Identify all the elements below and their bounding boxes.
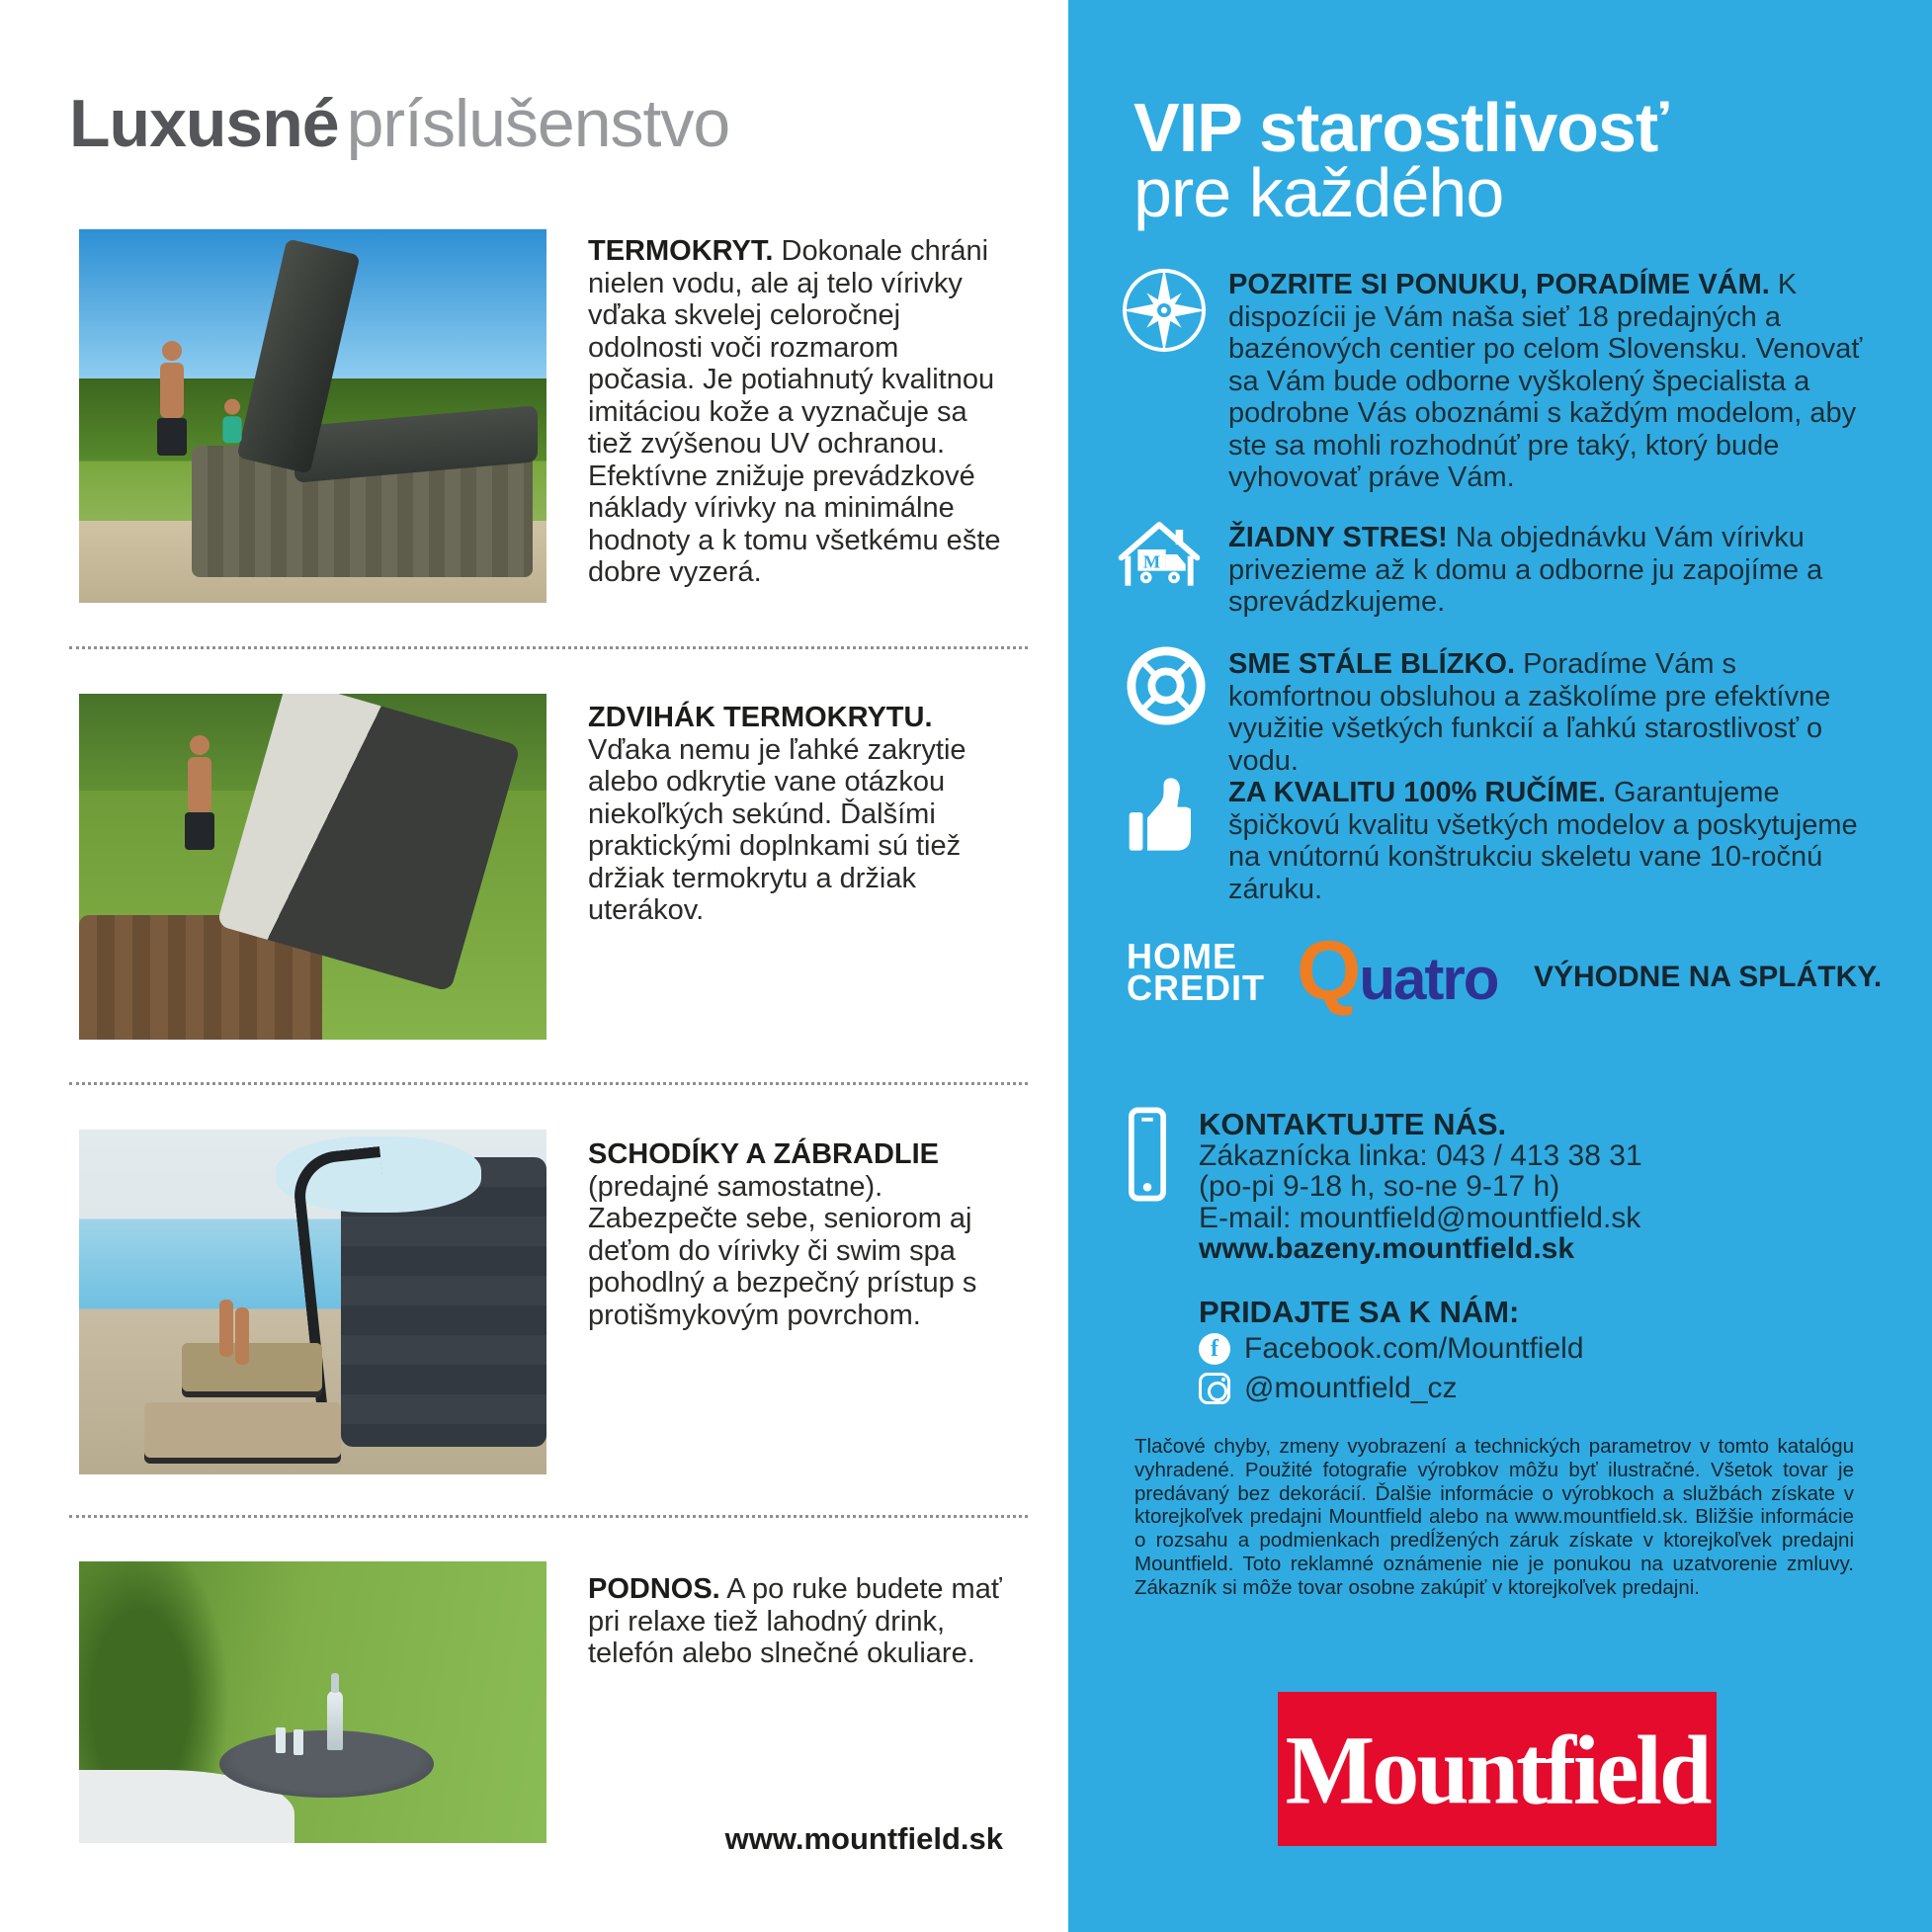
photo-termokryt: [79, 229, 546, 603]
product-heading: ZDVIHÁK TERMOKRYTU.: [588, 702, 933, 733]
legs-silhouette: [219, 1300, 233, 1357]
dotted-separator: [69, 1515, 1028, 1518]
contact-heading: KONTAKTUJTE NÁS.: [1199, 1107, 1507, 1141]
contact-email-line[interactable]: E-mail: mountfield@mountfield.sk: [1199, 1201, 1641, 1234]
instagram-handle[interactable]: @mountfield_cz: [1244, 1372, 1458, 1404]
product-heading: PODNOS.: [588, 1573, 720, 1605]
social-heading: PRIDAJTE SA K NÁM:: [1199, 1295, 1520, 1329]
man-silhouette: [182, 735, 217, 850]
page-title-light: príslušenstvo: [346, 86, 730, 161]
quatro-letters: uatro: [1359, 946, 1498, 1012]
benefit-heading: SME STÁLE BLÍZKO.: [1228, 648, 1515, 680]
vip-title-line2: pre každého: [1134, 154, 1504, 231]
financing-label: VÝHODNE NA SPLÁTKY.: [1534, 961, 1883, 993]
product-body: Dokonale chráni nielen vodu, ale aj telo vírivky vďaka skvelej celoročnej odolnosti voči rozmarom počasia. Je potiahnutý kvalitnou imitáciou kože a vyznačuje sa tiež zvýšenou UV ochranou. Efektívne znižuje prevádzkové náklady vírivky na minimálne hodnoty a k tomu všetkému ešte dobre vyzerá.: [588, 235, 1001, 588]
woman-silhouette: [218, 399, 247, 444]
vip-panel: [1068, 0, 1932, 1932]
step-shape: [182, 1343, 322, 1391]
product-body: (predajné samostatne). Zabezpečte sebe, seniorom aj deťom do vírivky či swim spa pohodlný a bezpečný prístup s protišmykovým povrchom.: [588, 1170, 977, 1331]
quatro-logo: [1297, 923, 1497, 1019]
product-text-zdvihak: [588, 702, 1003, 927]
facebook-row[interactable]: [1199, 1332, 1584, 1366]
benefit-body: Na objednávku Vám vírivku privezieme až k domu a odborne ju zapojíme a sprevádzkujeme.: [1228, 522, 1823, 618]
step-shape: [144, 1402, 341, 1458]
lifebuoy-icon: [1126, 644, 1207, 727]
benefit-text: [1228, 648, 1883, 777]
svg-text:M: M: [1142, 551, 1161, 572]
benefit-text: [1228, 777, 1883, 905]
mountfield-logo: [1278, 1692, 1717, 1846]
contact-phone-line: Zákaznícka linka: 043 / 413 38 31: [1199, 1138, 1642, 1172]
product-body: Vďaka nemu je ľahké zakrytie alebo odkrytie vane otázkou niekoľkých sekúnd. Ďalšími praktickými doplnkami sú tiež držiak termokrytu a držiak uterákov.: [588, 733, 966, 926]
benefit-heading: POZRITE SI PONUKU, PORADÍME VÁM.: [1228, 269, 1770, 300]
product-heading: TERMOKRYT.: [588, 235, 774, 267]
quatro-q: Q: [1297, 924, 1360, 1017]
instagram-row[interactable]: [1199, 1372, 1458, 1405]
thumbs-up-icon: [1126, 773, 1191, 856]
man-silhouette: [154, 341, 190, 456]
compass-icon: [1120, 265, 1209, 356]
photo-zdvihak: [79, 694, 546, 1040]
facebook-icon: f: [1199, 1333, 1230, 1365]
benefit-heading: ŽIADNY STRES!: [1228, 522, 1448, 553]
home-delivery-truck-icon: [1114, 520, 1205, 589]
vip-title-line1: VIP starostlivosť: [1134, 89, 1668, 166]
benefit-text: [1228, 269, 1883, 494]
contact-block: [1199, 1109, 1890, 1265]
photo-schodiky: [79, 1130, 546, 1474]
product-body: A po ruke budete mať pri relaxe tiež lahodný drink, telefón alebo slnečné okuliare.: [588, 1573, 1002, 1669]
photo-podnos: [79, 1561, 546, 1843]
product-text-podnos: [588, 1573, 1003, 1670]
mountfield-logo-text: Mountfield: [1285, 1714, 1710, 1824]
benefit-body: Poradíme Vám s komfortnou obsluhou a zaškolíme pre efektívne využitie všetkých funkcií a ľahkú starostlivosť o vodu.: [1228, 648, 1831, 777]
facebook-handle[interactable]: Facebook.com/Mountfield: [1244, 1332, 1584, 1365]
home-credit-line1: HOME: [1127, 936, 1237, 976]
bottle-shape: [327, 1691, 343, 1750]
vip-title: [1134, 89, 1668, 231]
contact-hours-line: (po-pi 9-18 h, so-ne 9-17 h): [1199, 1170, 1560, 1203]
contact-website[interactable]: www.bazeny.mountfield.sk: [1199, 1232, 1575, 1265]
glasses-shape: [276, 1727, 286, 1753]
benefit-text: [1228, 522, 1883, 619]
product-text-termokryt: [588, 235, 1003, 589]
instagram-icon: [1199, 1373, 1230, 1404]
smartphone-icon: [1129, 1105, 1166, 1204]
benefit-body: K dispozícii je Vám naša sieť 18 predajných a bazénových centier po celom Slovensku. Venovať sa Vám bude odborne vyškolený špecialista a podrobne Vás oboznámi s každým modelom, aby ste sa mohli rozhodnúť pre taký, ktorý bude vyhovovať práve Vám.: [1228, 269, 1863, 493]
product-heading: SCHODÍKY A ZÁBRADLIE: [588, 1138, 939, 1170]
page-title: [69, 87, 729, 160]
dotted-separator: [69, 1082, 1028, 1085]
benefit-heading: ZA KVALITU 100% RUČÍME.: [1228, 777, 1606, 808]
legal-disclaimer: Tlačové chyby, zmeny vyobrazení a technických parametrov v tomto katalógu vyhradené. Použité fotografie výrobkov môžu byť ilustračné. Všetok tovar je predávaný bez dekorácií. Ďalšie informácie o výrobkoch a službách získate v ktorejkoľvek predajni Mountfield alebo na www.mountfield.sk. Bližšie informácie o rozsahu a podmienkach predĺžených záruk získate v ktorejkoľvek predajni Mountfield. Toto reklamné oznámenie nie je ponukou na uzatvorenie zmluvy. Zákazník si môže tovar osobne zakúpiť v ktorejkoľvek predajni.: [1134, 1435, 1854, 1599]
product-text-schodiky: [588, 1138, 1003, 1331]
page-title-bold: Luxusné: [69, 86, 339, 161]
mountfield-url[interactable]: www.mountfield.sk: [724, 1821, 1003, 1856]
home-credit-line2: CREDIT: [1127, 967, 1265, 1008]
home-credit-logo: [1127, 936, 1265, 1008]
dotted-separator: [69, 646, 1028, 649]
benefit-body: Garantujeme špičkovú kvalitu všetkých modelov a poskytujeme na vnútornú konštrukciu skeletu vane 10-ročnú záruku.: [1228, 777, 1858, 905]
